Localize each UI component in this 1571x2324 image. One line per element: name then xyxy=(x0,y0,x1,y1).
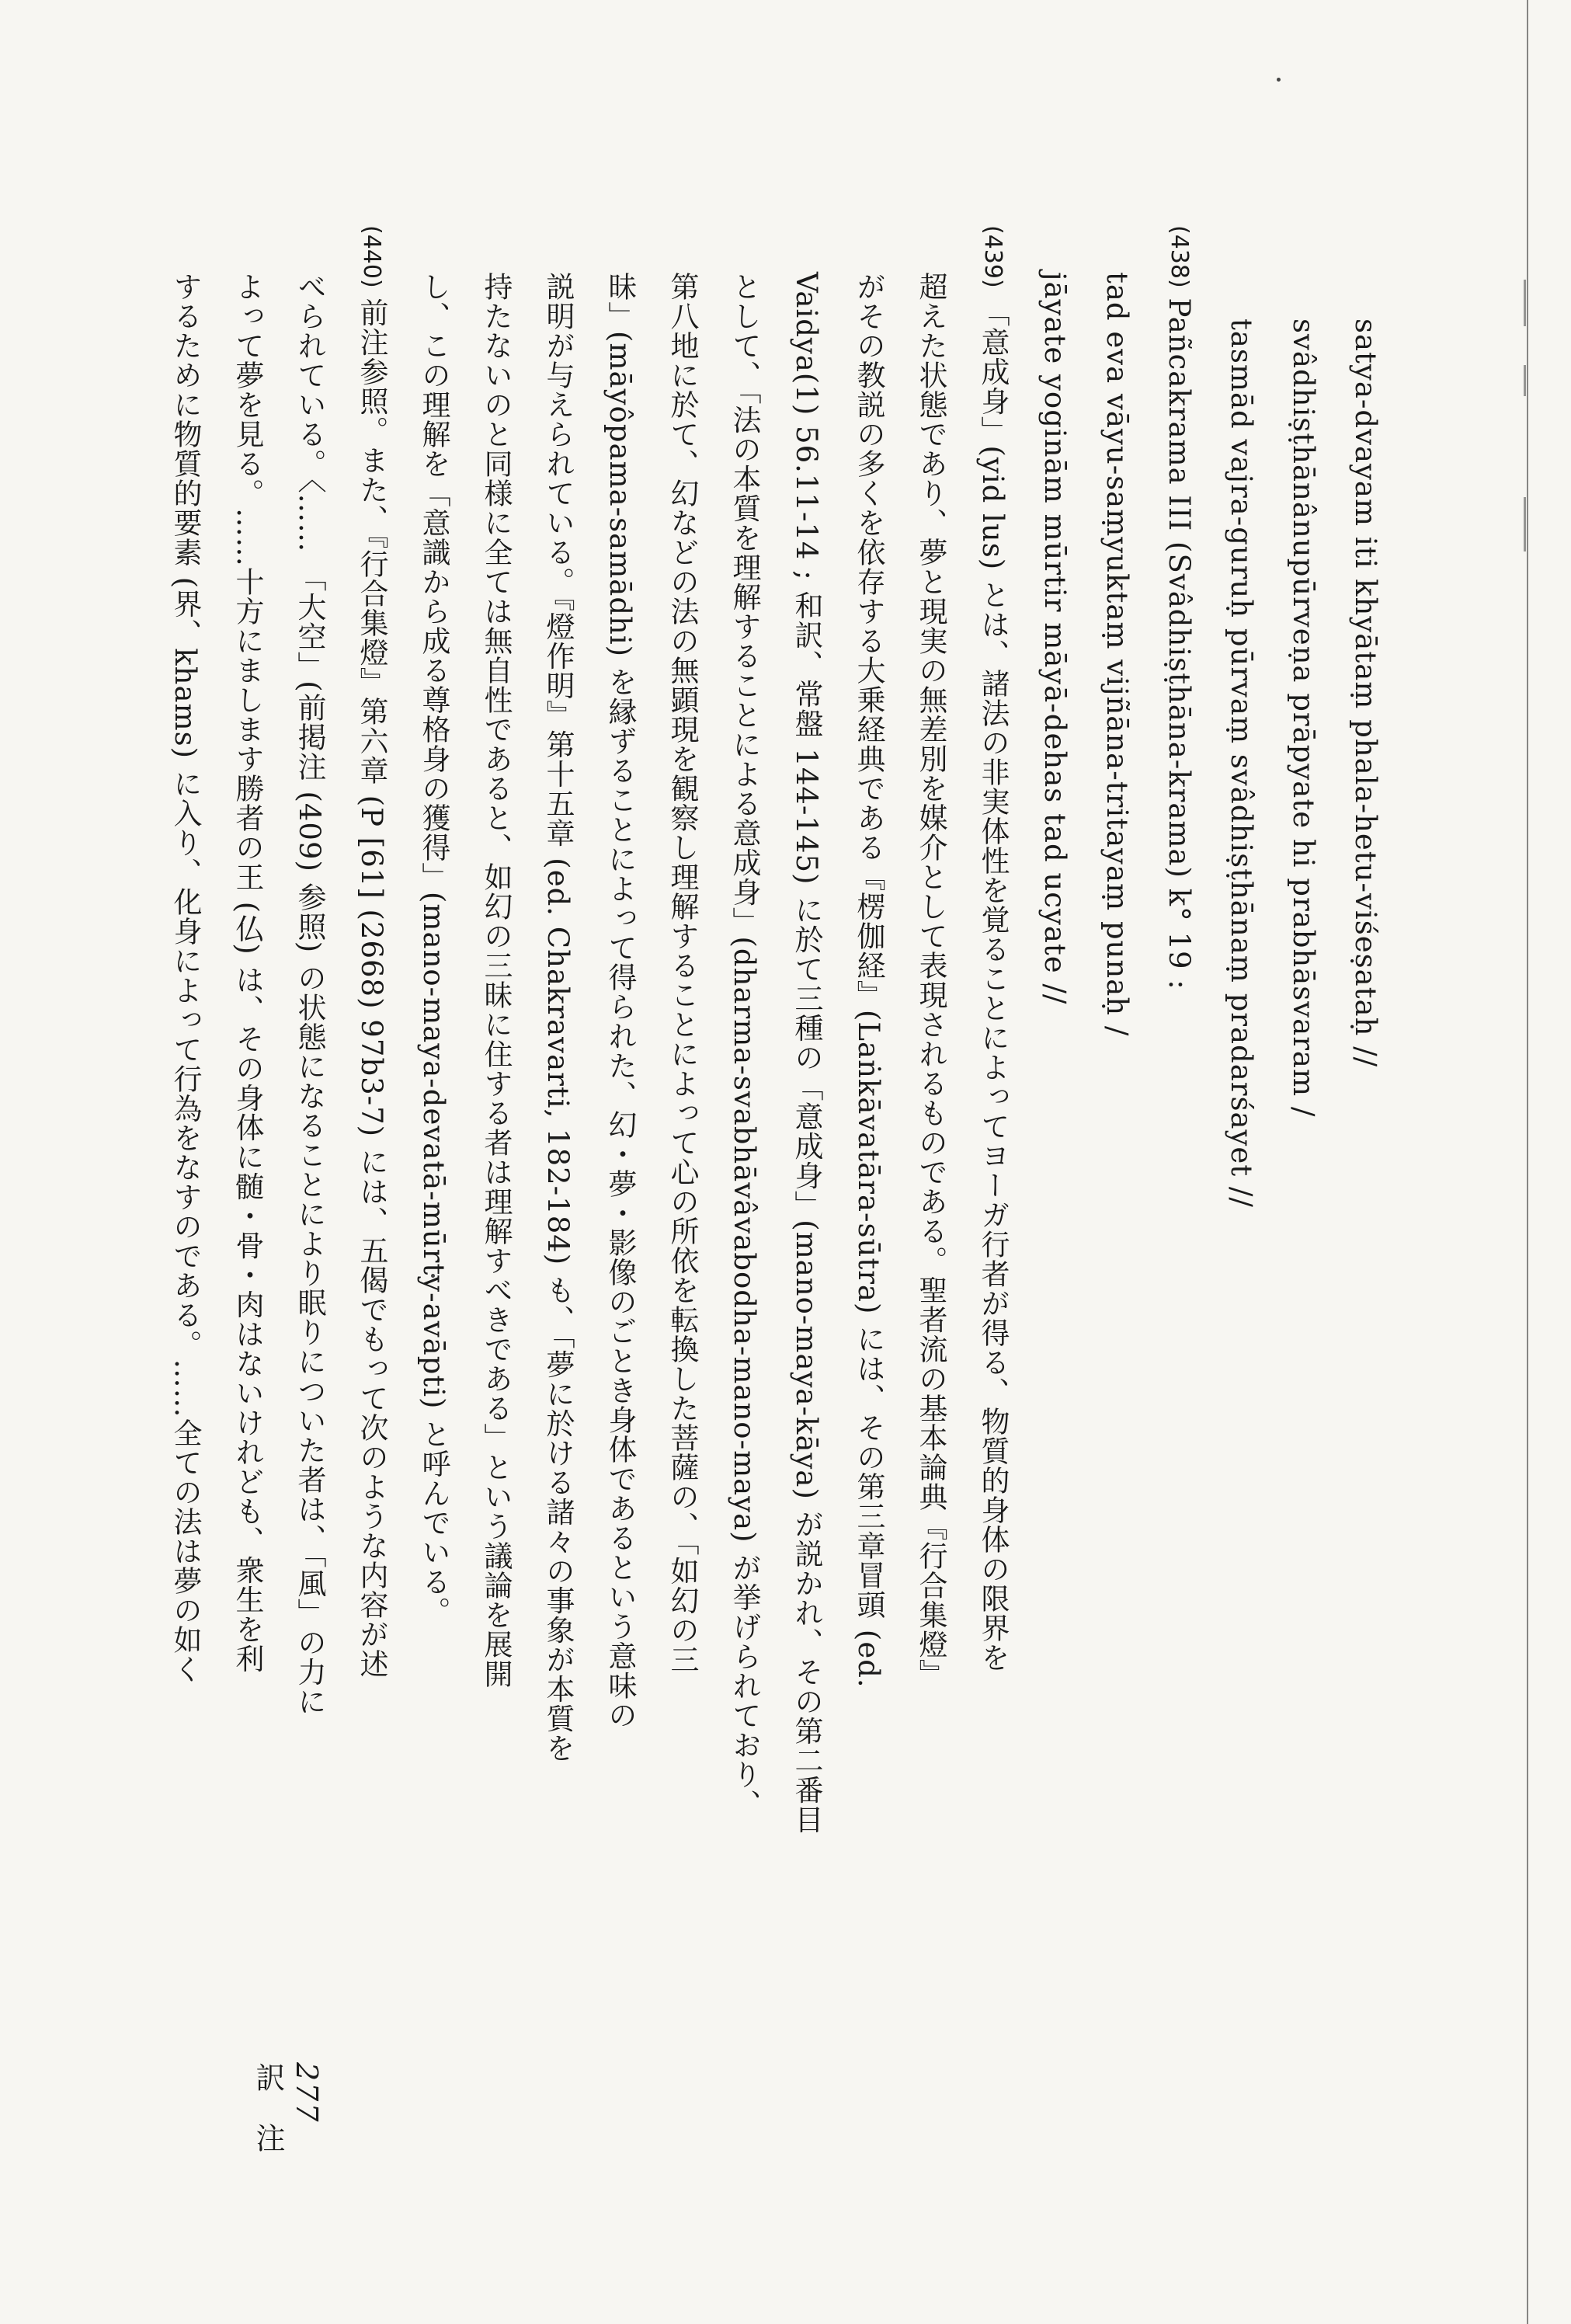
paper-speck xyxy=(1277,78,1281,82)
note-number: (439) xyxy=(979,225,1006,288)
note-text-line: し、この理解を「意識から成る尊格身の獲得」(mano-maya-devatā-mūrty-avāpti) と呼んでいる。 xyxy=(417,272,450,1626)
binding-edge-mark xyxy=(1524,497,1526,551)
running-head: 訳注 xyxy=(251,2062,285,2183)
note-text-line: 「意成身」(yid lus) とは、諸法の非実体性を覚ることによってヨーガ行者が得る、物質的身体の限界を xyxy=(976,297,1010,1672)
note-number: (438) xyxy=(1166,225,1193,288)
vertical-text-block xyxy=(154,225,1396,2074)
binding-edge-mark xyxy=(1524,280,1526,326)
note-text-line: 説明が与えられている。『燈作明』第十五章 (ed. Chakravarti, 182-184) も、「夢に於ける諸々の事象が本質を xyxy=(541,272,575,1763)
note-number: (440) xyxy=(358,225,385,288)
note-text-line: 前注参照。また、『行合集燈』第六章 (P [61] (2668) 97b3-7) には、五偈でもって次のような内容が述 xyxy=(355,297,388,1679)
binding-edge-line xyxy=(1527,0,1528,2324)
note-438-head xyxy=(1148,225,1210,2074)
note-text-line: として、「法の本質を理解することによる意成身」(dharma-svabhāvâvabodha-mano-maya) が挙げられており、 xyxy=(728,272,761,1819)
note-text-line: べられている。〈…… 「大空」(前掲注 (409) 参照) の状態になることにより眠りについた者は、「風」の力に xyxy=(293,272,326,1717)
note-text-line: 持たないのと同様に全ては無自性であると、如幻の三昧に住する者は理解すべきである」という議論を展開 xyxy=(479,272,513,1689)
binding-edge-mark xyxy=(1524,365,1526,396)
page-footer xyxy=(247,2062,324,2183)
verse-line: tasmād vajra-guruḥ pūrvaṃ svâdhiṣṭhānaṃ pradarśayet // xyxy=(1225,318,1258,1208)
note-text-line: Vaidya(1) 56.11-14 ; 和訳、常盤 144-145) に於て三種の「意成身」(mano-maya-kāya) が説かれ、その第二番目 xyxy=(790,272,823,1835)
note-text-line: 超えた状態であり、夢と現実の無差別を媒介として表現されるものである。聖者流の基本論典『行合集燈』 xyxy=(914,272,947,1689)
note-text-line: がその教説の多くを依存する大乗経典である『楞伽経』(Laṅkāvatāra-sūtra) には、その第三章冒頭 (ed. xyxy=(852,272,885,1689)
note-text-line: 昧」(māyôpama-samādhi) を縁ずることによって得られた、幻・夢・影像のごとき身体であるという意味の xyxy=(603,272,637,1730)
note-438-source: Pañcakrama III (Svâdhiṣṭhāna-krama) k° 19 : xyxy=(1163,297,1196,990)
verse-line: satya-dvayam iti khyātaṃ phala-hetu-viśeṣataḥ // xyxy=(1349,318,1382,1068)
note-text-line: よって夢を見る。……十方にまします勝者の王 (仏) は、その身体に髄・骨・肉はないけれども、衆生を利 xyxy=(231,272,264,1674)
note-text-line: するために物質的要素 (界、khams) に入り、化身によって行為をなすのである。……全ての法は夢の如く xyxy=(169,272,202,1684)
note-439-first-line xyxy=(961,225,1024,2074)
verse-line: tad eva vāyu-saṃyuktaṃ vijñāna-tritayaṃ punaḥ / xyxy=(1100,272,1134,1037)
note-text-line: 第八地に於て、幻などの法の無顕現を観察し理解することによって心の所依を転換した菩薩の、「如幻の三 xyxy=(666,272,699,1675)
page-number: 277 xyxy=(290,2062,324,2124)
note-440-first-line xyxy=(340,225,402,2074)
verse-line: jāyate yoginām mūrtir māyā-dehas tad ucyate // xyxy=(1038,272,1072,1005)
verse-line: svâdhiṣṭhānânupūrveṇa prāpyate hi prabhāsvaram / xyxy=(1287,318,1320,1118)
